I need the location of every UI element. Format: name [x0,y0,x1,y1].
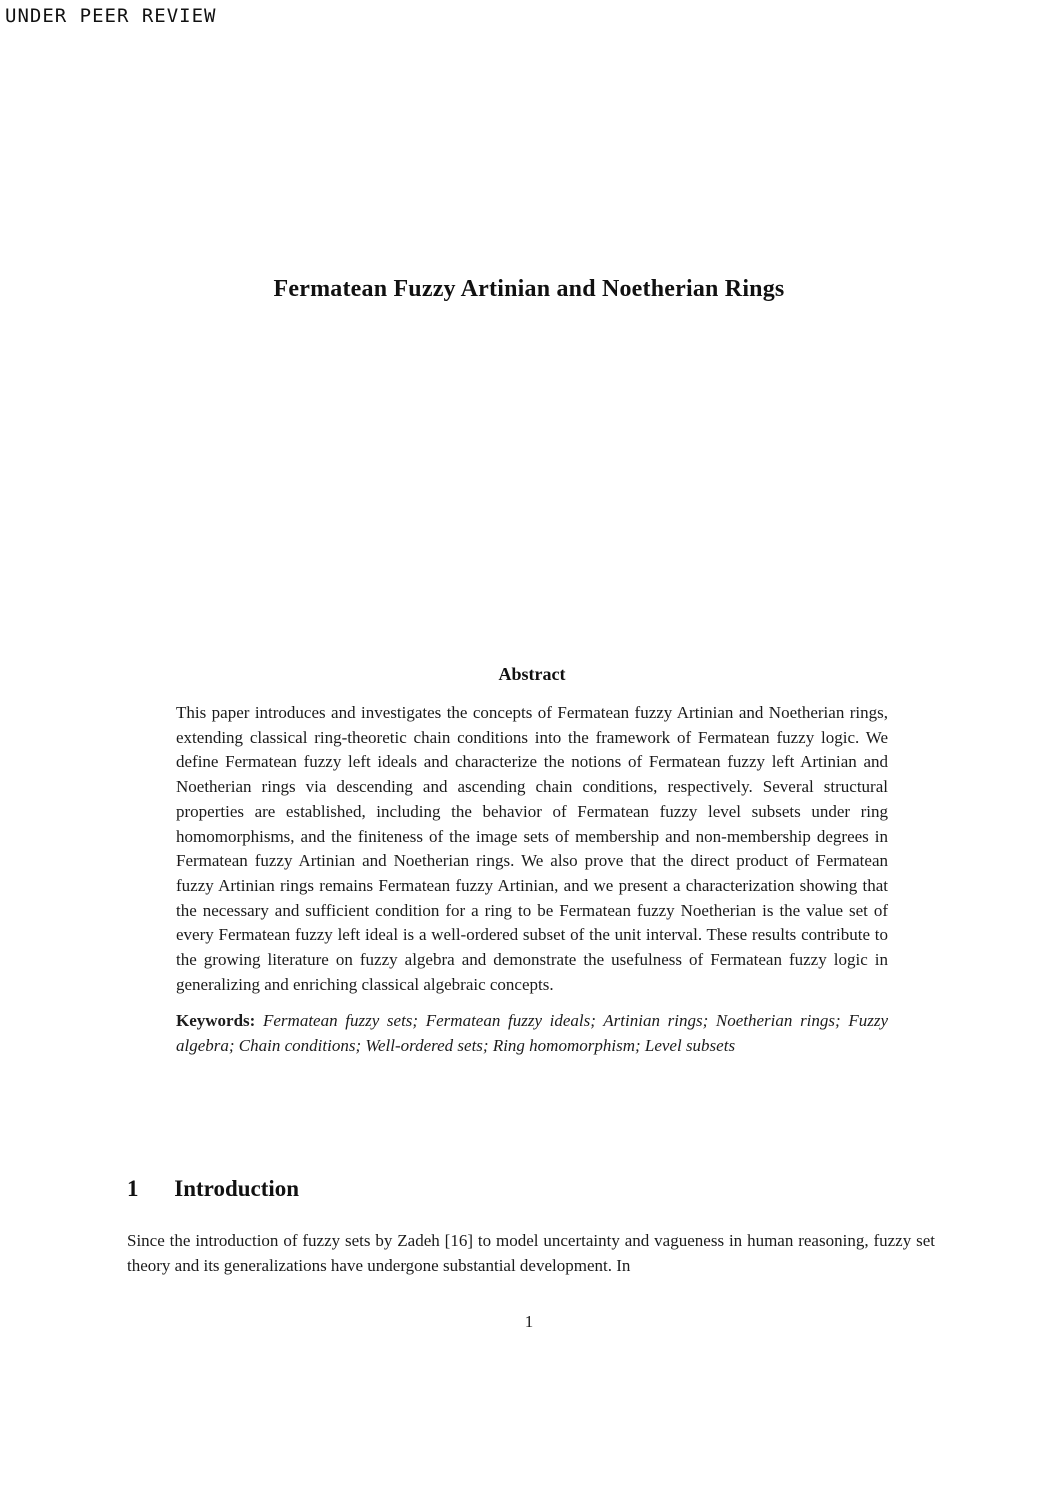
keywords-paragraph [176,1009,888,1058]
page-number: 1 [524,1312,534,1331]
abstract-heading: Abstract [498,664,566,684]
peer-review-watermark: UNDER PEER REVIEW [5,5,217,27]
section-number: 1 [127,1176,139,1201]
keywords-text: Fermatean fuzzy sets; Fermatean fuzzy ideals; Artinian rings; Noetherian rings; Fuzzy algebra; Chain conditions; Well-ordered sets; Ring homomorphism; Level subsets [176,1011,889,1056]
abstract-section [176,664,888,1059]
keywords-label: Keywords: [176,1011,263,1031]
section-title: Introduction [174,1176,300,1201]
section-heading-introduction [127,1176,935,1202]
abstract-text: This paper introduces and investigates the concepts of Fermatean fuzzy Artinian and Noetherian rings, extending classical ring-theoretic chain conditions into the framework of Fermatean fuzzy logic. We define Fermatean fuzzy left ideals and characterize the notions of Fermatean fuzzy left Artinian and Noetherian rings via descending and ascending chain conditions, respectively. Several structural properties are established, including the behavior of Fermatean fuzzy level subsets under ring homomorphisms, and the finiteness of the image sets of membership and non-membership degrees in Fermatean fuzzy Artinian and Noetherian rings. We also prove that the direct product of Fermatean fuzzy Artinian rings remains Fermatean fuzzy Artinian, and we present a characterization showing that the necessary and sufficient condition for a ring to be Fermatean fuzzy Noetherian is the value set of every Fermatean fuzzy left ideal is a well-ordered subset of the unit interval. These results contribute to the growing literature on fuzzy algebra and demonstrate the usefulness of Fermatean fuzzy logic in generalizing and enriching classical algebraic concepts. [176,703,888,994]
paper-title: Fermatean Fuzzy Artinian and Noetherian Rings [273,276,785,303]
introduction-paragraph: Since the introduction of fuzzy sets by Zadeh [16] to model uncertainty and vagueness in human reasoning, fuzzy set theory and its generalizations have undergone substantial development. In [127,1231,935,1275]
